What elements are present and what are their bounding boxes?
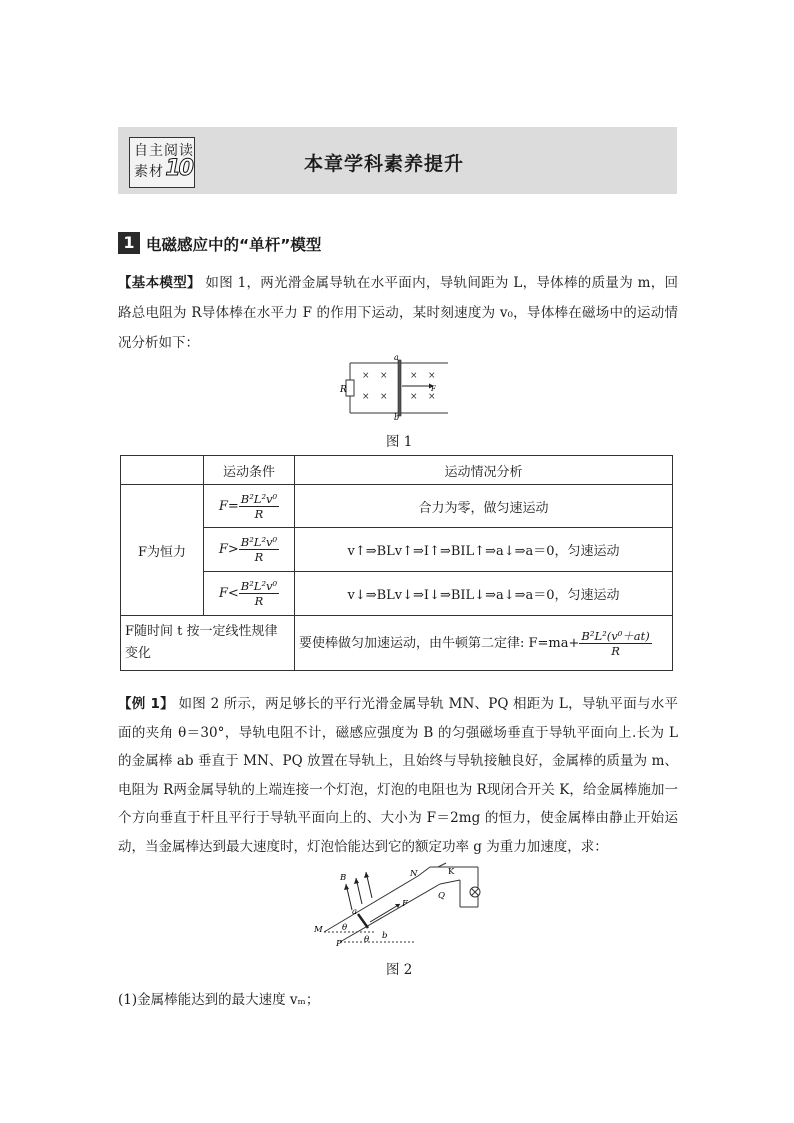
- field-cross: ×: [380, 392, 388, 402]
- relation-text: F<: [218, 586, 239, 601]
- label-n: N: [410, 869, 418, 879]
- analysis-cell: v↓⇒BLv↓⇒I↓⇒BIL↓⇒a↓⇒a＝0，匀速运动: [295, 572, 673, 616]
- example-1-paragraph: [118, 690, 678, 861]
- section-number: 1: [118, 232, 140, 254]
- analysis-cell: 合力为零，做匀速运动: [295, 485, 673, 528]
- fraction-denominator: R: [254, 594, 264, 608]
- analysis-cell: [295, 616, 673, 671]
- example-label: 【例 1】: [118, 696, 174, 712]
- relation-text: F=: [218, 498, 239, 514]
- constant-force-label: F为恒力: [121, 485, 204, 616]
- label-p: P: [336, 939, 342, 948]
- condition-cell: [204, 485, 295, 528]
- fraction-numerator: B²L²v⁰: [240, 491, 278, 506]
- badge-number: 10: [165, 156, 192, 181]
- field-cross: ×: [362, 371, 370, 381]
- analysis-cell: v↑⇒BLv↑⇒I↑⇒BIL↑⇒a↓⇒a＝0，匀速运动: [295, 528, 673, 572]
- question-1: (1)金属棒能达到的最大速度 vₘ；: [118, 992, 320, 1008]
- basic-model-paragraph: [118, 268, 678, 358]
- header-analysis: 运动情况分析: [295, 456, 673, 485]
- conductor-rod: [398, 360, 401, 416]
- resistor-symbol: [346, 380, 354, 396]
- field-cross: ×: [380, 371, 388, 381]
- fig1-label-r: R: [340, 385, 347, 395]
- field-cross: ×: [362, 392, 370, 402]
- figure-1-diagram: [340, 354, 452, 420]
- field-cross: ×: [428, 371, 436, 381]
- table-row: [121, 528, 673, 572]
- basic-model-text: 如图 1，两光滑金属导轨在水平面内，导轨间距为 L，导体棒的质量为 m，回路总电阻为 R导体棒在水平力 F 的作用下运动，某时刻速度为 v₀，导体棒在磁场中的运动情况分析如下：: [118, 275, 678, 351]
- label-b-end: b: [382, 931, 388, 941]
- fraction-numerator: B²L²v⁰: [240, 535, 278, 549]
- table-row: [121, 485, 673, 528]
- fraction-denominator: R: [611, 643, 620, 658]
- fig1-label-f: F: [431, 385, 436, 393]
- linear-force-condition: F随时间 t 按一定线性规律变化: [121, 616, 295, 671]
- motion-analysis-table: [120, 455, 673, 671]
- header-condition: 运动条件: [204, 456, 295, 485]
- field-cross: ×: [410, 392, 418, 402]
- label-b-field: B: [340, 873, 347, 883]
- fraction: [239, 579, 279, 608]
- figure-2-caption: 图 2: [386, 962, 413, 978]
- basic-model-label: 【基本模型】: [118, 275, 201, 291]
- table-header-row: [121, 456, 673, 485]
- field-cross: ×: [410, 371, 418, 381]
- fraction: [239, 535, 279, 564]
- relation-text: F>: [218, 542, 239, 557]
- label-f: F: [402, 899, 408, 909]
- table-row: [121, 572, 673, 616]
- fraction: [579, 629, 651, 658]
- section-title: 电磁感应中的“单杆”模型: [146, 236, 322, 254]
- metal-rod: [358, 914, 368, 928]
- fraction: [239, 492, 279, 521]
- label-k: K: [448, 867, 455, 877]
- page-title: 本章学科素养提升: [304, 153, 465, 175]
- condition-cell: [204, 528, 295, 572]
- fraction-denominator: R: [254, 550, 264, 564]
- label-q: Q: [438, 891, 445, 901]
- badge-line2: 素材: [134, 164, 164, 180]
- table-corner-cell: [121, 456, 204, 485]
- figure-1-caption: 图 1: [386, 434, 413, 450]
- figure-2-diagram: [310, 862, 490, 948]
- fraction-denominator: R: [254, 506, 264, 521]
- reading-badge: [129, 137, 195, 188]
- label-theta-1: θ: [342, 923, 348, 933]
- condition-cell: [204, 572, 295, 616]
- field-cross: ×: [428, 392, 436, 402]
- label-theta-2: θ: [364, 935, 370, 945]
- label-a: a: [352, 907, 358, 917]
- fraction-numerator: B²L²v⁰: [240, 579, 278, 593]
- fig1-label-a: a: [394, 354, 399, 362]
- badge-line1: 自主阅读: [134, 143, 194, 159]
- newton-law-text: 要使棒做匀加速运动，由牛顿第二定律: F=ma+: [299, 635, 580, 651]
- label-m: M: [314, 925, 323, 935]
- example-text: 如图 2 所示，两足够长的平行光滑金属导轨 MN、PQ 相距为 L，导轨平面与水平面的夹角 θ＝30°，导轨电阻不计，磁感应强度为 B 的匀强磁场垂直于导轨平面向上.长为 L 的金属棒 ab 垂直于 MN、PQ 放置在导轨上，且始终与导轨接触良好，金属棒的质量为 m、电阻为 R两金属导轨的上端连接一个灯泡，灯泡的电阻也为 R现闭合开关 K，给金属棒施加一个方向垂直于杆且平行于导轨平面向上的、大小为 F＝2mg 的恒力，使金属棒由静止开始运动，当金属棒达到最大速度时，灯泡恰能达到它的额定功率 g 为重力加速度，求：: [118, 696, 679, 855]
- fig1-label-b: b: [394, 413, 400, 420]
- table-row: [121, 616, 673, 671]
- fraction-numerator: B²L²(v⁰＋at): [581, 628, 650, 643]
- chapter-banner: [118, 127, 677, 194]
